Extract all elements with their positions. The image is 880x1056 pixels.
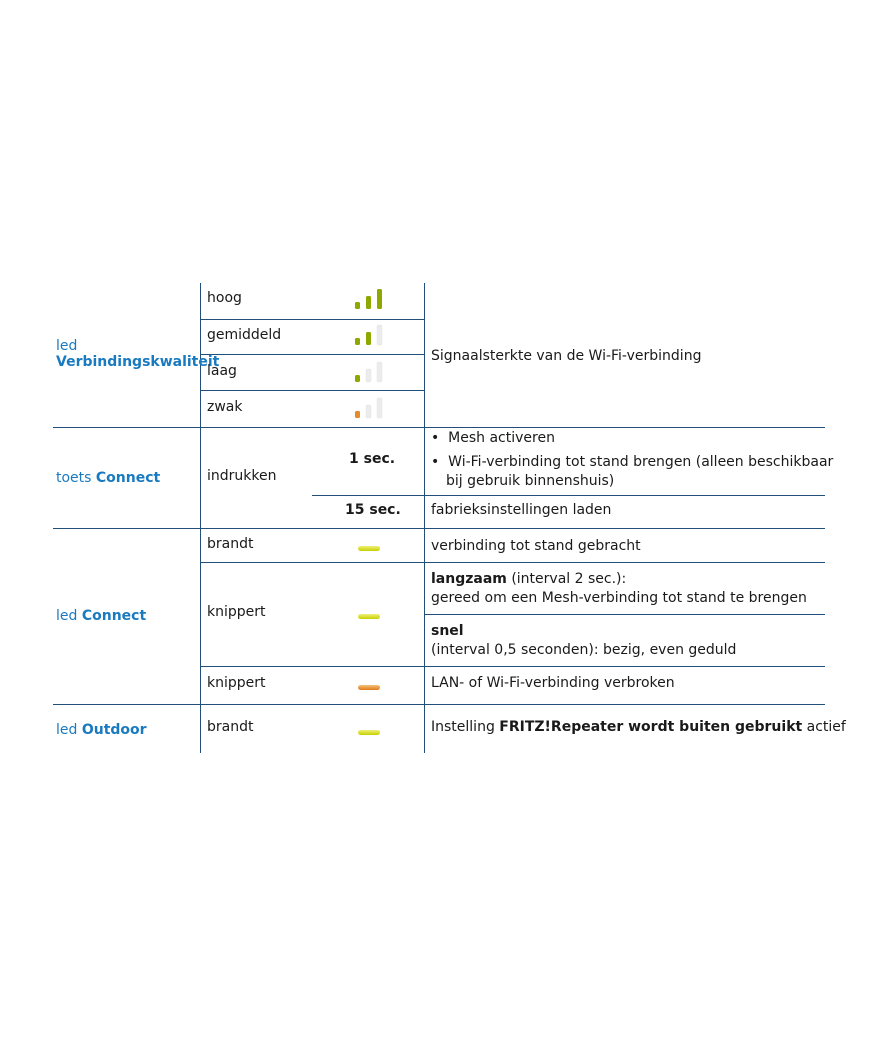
level-gemiddeld: gemiddeld: [207, 327, 282, 343]
signal-bar-3: [377, 325, 382, 345]
bullet-wifi: • Wi-Fi-verbinding tot stand brengen (alleen beschikbaar: [431, 454, 834, 470]
slow-blink-line1: [431, 570, 626, 589]
bullet-mesh-text: Mesh activeren: [448, 430, 555, 446]
signal-bar-2: [366, 405, 371, 418]
rule-section-2: [53, 528, 825, 529]
signal-bar-3: [377, 289, 382, 309]
rule-connect-button-split: [312, 495, 825, 496]
label-led-verbindingskwaliteit: [56, 338, 219, 370]
outdoor-desc: [431, 718, 846, 737]
outdoor-desc-post: actief: [802, 719, 846, 735]
signal-bar-1: [355, 411, 360, 418]
label-name: Connect: [95, 470, 161, 486]
label-prefix: led: [56, 608, 78, 624]
slow-bold: langzaam: [431, 571, 507, 587]
signal-bar-2: [366, 296, 371, 309]
label-prefix: toets: [56, 470, 92, 486]
led-yellow-blink-icon: [358, 614, 380, 619]
rule-connect-led-2: [200, 666, 825, 667]
label-led-outdoor: [56, 722, 147, 738]
outdoor-desc-bold: FRITZ!Repeater wordt buiten gebruikt: [499, 719, 803, 735]
signal-bar-2: [366, 369, 371, 382]
label-prefix: led: [56, 722, 78, 738]
label-prefix: led: [56, 338, 78, 354]
label-name: Connect: [81, 608, 147, 624]
connect-led-state-blink: knippert: [207, 604, 266, 620]
rule-connect-led-1: [200, 562, 825, 563]
signal-icon-laag: [354, 361, 384, 383]
level-hoog: hoog: [207, 290, 242, 306]
signal-icon-gemiddeld: [354, 324, 384, 346]
signal-bar-3: [377, 398, 382, 418]
led-yellow-outdoor-icon: [358, 730, 380, 735]
duration-1-sec: 1 sec.: [349, 451, 396, 467]
signal-bar-1: [355, 338, 360, 345]
connect-led-state-on: brandt: [207, 536, 254, 552]
signal-icon-hoog: [354, 288, 384, 310]
level-laag: laag: [207, 363, 237, 379]
connect-led-on-desc: verbinding tot stand gebracht: [431, 538, 641, 554]
led-yellow-steady-icon: [358, 546, 380, 551]
level-zwak: zwak: [207, 399, 243, 415]
rule-section-1: [53, 427, 825, 428]
bullet-mesh: • Mesh activeren: [431, 430, 555, 446]
outdoor-desc-pre: Instelling: [431, 719, 500, 735]
signal-bar-1: [355, 302, 360, 309]
signal-bar-3: [377, 362, 382, 382]
slow-blink-line2: gereed om een Mesh-verbinding tot stand te brengen: [431, 590, 807, 606]
connect-button-action: indrukken: [207, 468, 277, 484]
rule-section-3: [53, 704, 825, 705]
connect-led-state-blink-orange: knippert: [207, 675, 266, 691]
rule-connect-led-slow-fast: [424, 614, 825, 615]
fast-blink-line1: snel: [431, 623, 464, 639]
label-toets-connect: [56, 470, 160, 486]
rule-quality-3: [200, 390, 424, 391]
factory-reset-desc: fabrieksinstellingen laden: [431, 502, 612, 518]
bullet-wifi-line2: bij gebruik binnenshuis): [446, 473, 615, 489]
bullet-wifi-line1: Wi-Fi-verbinding tot stand brengen (alleen beschikbaar: [448, 454, 834, 470]
label-name: Outdoor: [81, 722, 147, 738]
rule-quality-2: [200, 354, 424, 355]
rule-quality-1: [200, 319, 424, 320]
signal-bar-2: [366, 332, 371, 345]
duration-15-sec: 15 sec.: [345, 502, 401, 518]
signal-bar-1: [355, 375, 360, 382]
outdoor-led-state: brandt: [207, 719, 254, 735]
quality-description: Signaalsterkte van de Wi-Fi-verbinding: [431, 348, 702, 364]
fast-blink-line2: (interval 0,5 seconden): bezig, even geduld: [431, 642, 737, 658]
label-name: Verbindingskwaliteit: [56, 354, 220, 370]
slow-rest: (interval 2 sec.):: [506, 571, 627, 587]
signal-icon-zwak: [354, 397, 384, 419]
label-led-connect: [56, 608, 146, 624]
col-divider-3: [424, 283, 425, 753]
led-orange-blink-icon: [358, 685, 380, 690]
connect-led-orange-desc: LAN- of Wi-Fi-verbinding verbroken: [431, 675, 675, 691]
